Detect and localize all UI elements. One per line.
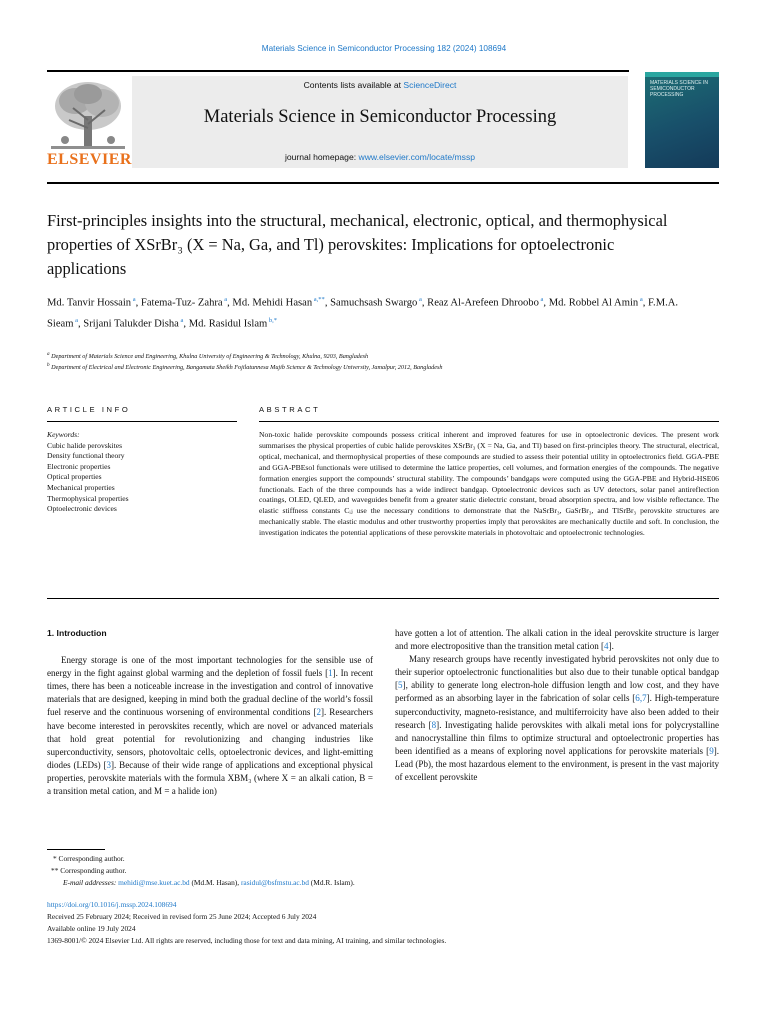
citation-link[interactable]: 5 <box>398 680 403 691</box>
journal-reference-link[interactable]: Materials Science in Semiconductor Processing 182 (2024) 108694 <box>261 44 507 53</box>
author-affiliation-mark[interactable]: a <box>538 296 544 303</box>
sciencedirect-link[interactable]: ScienceDirect <box>403 80 457 90</box>
journal-title: Materials Science in Semiconductor Processing <box>203 107 557 127</box>
author-affiliation-mark[interactable]: a <box>417 296 422 303</box>
section-heading: 1. Introduction <box>47 628 107 638</box>
keyword-item: Density functional theory <box>47 451 125 461</box>
publisher-name: ELSEVIER <box>47 151 132 168</box>
author-name[interactable]: F.M.A. Sieam <box>47 297 679 330</box>
keyword-item: Cubic halide perovskites <box>47 440 123 450</box>
intro-paragraph-2: Many research groups have recently investigated hybrid perovskites not only due to their superior optoelectronic functionalities but also due to their tunable optical bandgap [5], ability to generate long electron-hole diffusion length and low cost, and they have performed as an absorbing layer in the fabrication of solar cells [6,7]. High-temperature superconductivity, magneto-resistance, and multiferroicity have also been added to their research [8]. Investigating halide perovskites with alkali metal ions for polycrystalline and nanocrystalline thin films to optimize structural and optoelectronic properties has been identified as a means of exploring novel applications for perovskite materials [9]. Lead (Pb), the most hazardous element to the environment, is present in the vast majority of excellent perovskite <box>395 654 719 783</box>
intro-left-column <box>47 627 373 798</box>
contents-line <box>132 80 628 90</box>
affiliation-b: $^b$ Department of Electrical and Electronic Engineering, Bangamata Sheikh Fojilatunnesa Mujib Science & Technology University, Jamalpur, 2012, Bangladesh <box>47 362 443 372</box>
keywords-label: Keywords: <box>47 430 80 439</box>
abstract-heading: ABSTRACT <box>259 405 321 414</box>
dates-online: Available online 19 July 2024 <box>47 924 136 933</box>
author-affiliation-mark[interactable]: a <box>638 296 643 303</box>
copyright-line: 1369-8001/© 2024 Elsevier Ltd. All rights are reserved, including those for text and data mining, AI training, and similar technologies. <box>47 936 447 945</box>
author-name[interactable]: Md. Robbel Al Amin <box>548 297 639 309</box>
article-info-heading: ARTICLE INFO <box>47 405 131 414</box>
citation-link[interactable]: 8 <box>431 719 437 730</box>
keyword-item: Optoelectronic devices <box>47 504 117 514</box>
elsevier-tree-logo <box>47 76 129 162</box>
author-affiliation-mark[interactable]: a <box>178 316 184 324</box>
author-list: Md. Tanvir Hossain $^a$, Fatema-Tuz- Zahra $^a$, Md. Mehidi Hasan $^{a,**}$, Samuchsash Swargo $^a$, Reaz Al-Arefeen Dhroobo $^a$, Md. Robbel Al Amin $^a$, F.M.A. Sieam $^a$, Srijani Talukder Disha $^a$, Md. Rasidul Islam $^{b,*}$ <box>47 296 679 330</box>
footnote-corresponding-2: ** Corresponding author. <box>51 866 127 875</box>
homepage-line <box>132 152 628 162</box>
keyword-item: Optical properties <box>47 472 102 482</box>
journal-cover-bar <box>645 72 719 77</box>
author-name[interactable]: Md. Rasidul Islam <box>188 318 268 330</box>
author-affiliation-mark[interactable]: a <box>131 296 136 303</box>
footnote-emails: E-mail addresses: mehidi@mse.kuet.ac.bd (Md.M. Hasan), rasidul@bsfmstu.ac.bd (Md.R. Islam). <box>63 878 355 887</box>
journal-cover-title: MATERIALS SCIENCE IN SEMICONDUCTOR PROCESSING <box>650 80 708 98</box>
footnote-corresponding-1: * Corresponding author. <box>53 854 125 863</box>
author-name[interactable]: Md. Tanvir Hossain <box>47 297 132 309</box>
citation-link[interactable]: 2 <box>316 707 321 718</box>
article-info-rule <box>47 421 237 422</box>
author-name[interactable]: Srijani Talukder Disha <box>83 318 179 330</box>
intro-right-column <box>395 627 719 784</box>
abstract-text: Non-toxic halide perovskite compounds possess critical inherent and improved features for use in optoelectronic devices. The present work summarises the physical properties of cubic halide perovskites XSrBr₃ (X = Na, Ga, and Tl) based on first-principles theory. The structural, electrical, optical, mechanical, and thermophysical properties of these compounds are studied to assess their potential utility in optoelectronics field. GGA-PBE and GGA-PBEsol functionals were utilised to determine the lattice properties, cell volumes, and formation energies of the compounds. The negative formation energies support the compounds’ structural stability. The compounds’ bandgaps were computed using the GGA-PBE and Hybrid-HSE06 functionals. Each of the three compounds has a wide indirect bandgap. Optoelectronic devices such as UV detectors, solar panel antireflection coatings, OLED, QLED, and waveguides benefit from a greater static dielectric constant, broad absorption spectra, and low visible reflectance. The elastic stiffness constants Cᵢⱼ use the necessary conditions to demonstrate that the NaSrBr₃, GaSrBr₃, and TlSrBr₃ perovskite structures are mechanically stable. The elastic modulus and other trustworthy properties imply that perovskites are mechanically ductile and soft. In conclusion, the investigation indicates the potential applications of these perovskite materials in photovoltaic and optoelectronic technologies. <box>259 430 719 538</box>
footnote-rule <box>47 849 105 850</box>
citation-link[interactable]: 1 <box>328 668 333 679</box>
article-title: First-principles insights into the structural, mechanical, electronic, optical, and thermophysical properties of XSrBr₃ (X = Na, Ga, and Tl) perovskites: Implications for optoelectronic applications <box>47 211 668 278</box>
author-affiliation-mark[interactable]: b,* <box>267 316 278 324</box>
author-name[interactable]: Md. Mehidi Hasan <box>232 297 313 309</box>
abstract-bottom-rule <box>47 598 719 599</box>
author-affiliation-mark[interactable]: a <box>73 316 78 324</box>
header-top-rule <box>47 70 629 72</box>
intro-paragraph-1: Energy storage is one of the most important technologies for the sensible use of energy in the fight against global warming and the depletion of fossil fuels [1]. In recent times, there has been a noticeable increase in the investigation and control of innovative materials that are designed, keeping in mind both the gradual decline of the world’s fossil fuel reserve and the continuous worsening of environmental conditions [2]. Researchers have become interested in perovskites recently, which are novel or advanced materials that hold great potential for revolutionizing and changing industries like superconductivity, sensors, photovoltaic cells, optoelectronic devices, and light-emitting diodes (LEDs) [3]. Because of their wide range of applications and exceptional physical properties, perovskite materials with the formula XBM₃ (where X = an alkali cation, B = a transition metal cation, and M = a halide ion) <box>47 655 374 797</box>
abstract-rule <box>259 421 719 422</box>
citation-link[interactable]: 6,7 <box>635 693 647 704</box>
keyword-item: Thermophysical properties <box>47 493 129 503</box>
author-name[interactable]: Reaz Al-Arefeen Dhroobo <box>427 297 539 309</box>
citation-link[interactable]: 3 <box>106 759 112 770</box>
contents-prefix: Contents lists available at <box>303 80 404 90</box>
citation-link[interactable]: 9 <box>709 745 714 756</box>
homepage-prefix: journal homepage: <box>284 152 359 162</box>
intro-paragraph-1-cont: have gotten a lot of attention. The alkali cation in the ideal perovskite structure is larger and more electropositive than the transition metal cation [4]. <box>395 628 719 652</box>
author-affiliation-mark[interactable]: a,** <box>312 296 325 303</box>
homepage-link[interactable]: www.elsevier.com/locate/mssp <box>358 152 476 162</box>
doi-link[interactable]: https://doi.org/10.1016/j.mssp.2024.108694 <box>47 900 177 909</box>
keyword-item: Mechanical properties <box>47 482 115 492</box>
email-link-islam[interactable]: rasidul@bsfmstu.ac.bd <box>240 878 309 887</box>
keyword-item: Electronic properties <box>47 461 111 471</box>
keywords-block <box>47 430 237 515</box>
author-affiliation-mark[interactable]: a <box>222 296 228 303</box>
affiliation-a: $^a$ Department of Materials Science and Engineering, Khulna University of Engineering & Technology, Khulna, 9203, Bangladesh <box>47 351 369 361</box>
dates-received: Received 25 February 2024; Received in revised form 25 June 2024; Accepted 6 July 2024 <box>47 912 317 921</box>
email-link-hasan[interactable]: mehidi@mse.kuet.ac.bd <box>118 878 190 887</box>
author-name[interactable]: Fatema-Tuz- Zahra <box>140 297 223 309</box>
citation-link[interactable]: 4 <box>604 641 609 652</box>
header-bottom-rule <box>47 182 719 184</box>
author-name[interactable]: Samuchsash Swargo <box>330 297 418 309</box>
